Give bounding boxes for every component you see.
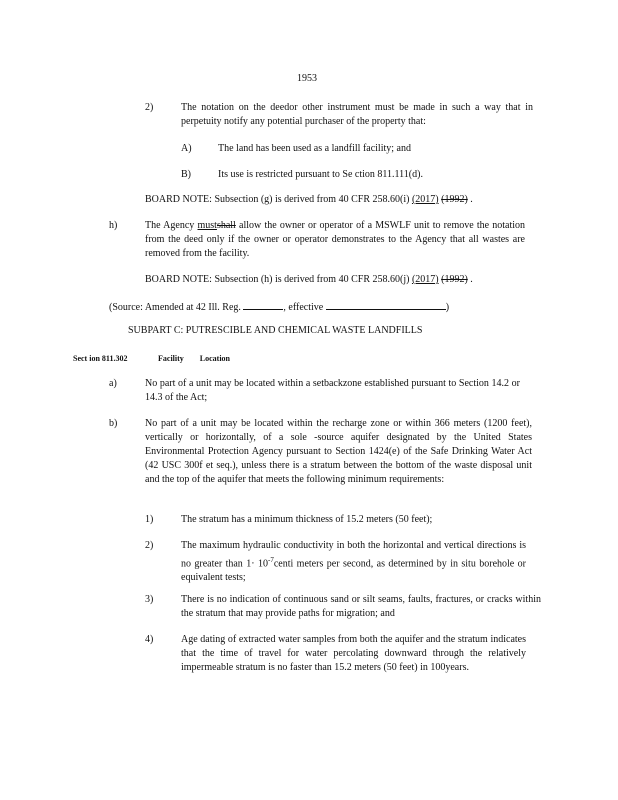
section-number: Sect ion 811.302 [73, 354, 128, 363]
req-1-label: 1) [145, 514, 154, 525]
req-1-text: The stratum has a minimum thickness of 15.2 meters (50 feet); [181, 514, 433, 525]
board-note-g-suffix: . [470, 194, 473, 205]
req-2-exponent: -7 [267, 556, 274, 564]
item-h-text [145, 219, 525, 261]
board-note-h-suffix: . [470, 274, 473, 285]
board-note-h-prefix: BOARD NOTE: Subsection (h) is derived from 40 CFR 258.60(j) [145, 274, 410, 285]
item-2-label: 2) [145, 102, 154, 113]
section-title: Facility Location [158, 354, 230, 363]
item-h-after: allow the owner or operator of a MSWLF unit to remove the notation from the deed only if the owner or operator demonstrates to the Agency that all wastes are removed from the facility. [145, 220, 526, 259]
item-B-text: Its use is restricted pursuant to Se ction 811.111(d). [218, 169, 423, 180]
item-B-label: B) [181, 169, 191, 180]
item-h-before: The Agency [145, 220, 195, 231]
item-a-label: a) [109, 378, 117, 389]
req-3-label: 3) [145, 594, 154, 605]
source-line [109, 299, 449, 315]
board-note-h-inserted: (2017) [411, 274, 439, 285]
board-note-g-inserted: (2017) [411, 194, 439, 205]
page-number: 1953 [297, 73, 317, 84]
source-effective-blank [326, 299, 446, 310]
req-3-text: There is no indication of continuous sand or silt seams, faults, fractures, or cracks within the stratum that may provide paths for migration; and [181, 594, 541, 619]
board-note-h-deleted: (1992) [441, 274, 468, 285]
source-prefix: (Source: Amended at 42 Ill. Reg. [109, 302, 241, 313]
req-2-after: centi meters per second, as determined by in situ borehole or equivalent tests; [181, 558, 526, 584]
req-2-text [181, 539, 526, 585]
req-2-label: 2) [145, 540, 154, 551]
subpart-heading: SUBPART C: PUTRESCIBLE AND CHEMICAL WASTE LANDFILLS [128, 325, 423, 336]
item-a-text: No part of a unit may be located within a setbackzone established pursuant to Section 14.2 or 14.3 of the Act; [145, 378, 520, 403]
item-2-text: The notation on the deedor other instrument must be made in such a way that in perpetuity notify any potential purchaser of the property that: [181, 102, 533, 127]
req-4-text: Age dating of extracted water samples from both the aquifer and the stratum indicates that the time of travel for water percolating downward through the relatively impermeable stratum is no faster than 15.2 meters (50 feet) in 100years. [181, 634, 526, 673]
req-4-label: 4) [145, 634, 154, 645]
item-h-inserted: must [197, 220, 217, 231]
item-A-label: A) [181, 143, 192, 154]
board-note-g [145, 193, 473, 207]
source-mid: , effective [283, 302, 324, 313]
board-note-g-prefix: BOARD NOTE: Subsection (g) is derived from 40 CFR 258.60(i) [145, 194, 410, 205]
item-b-text: No part of a unit may be located within the recharge zone or within 366 meters (1200 feet), vertically or horizontally, of a sole -source aquifer designated by the United States Environmental Protection Agency pursuant to Section 1424(e) of the Safe Drinking Water Act (42 USC 300f et seq.), unless there is a stratum between the bottom of the waste disposal unit and the top of the aquifer that meets the following minimum requirements: [145, 418, 532, 485]
source-register-blank [243, 299, 283, 310]
source-suffix: ) [445, 302, 450, 313]
item-h-label: h) [109, 220, 118, 231]
board-note-h [145, 273, 473, 287]
item-h-deleted: shall [216, 220, 236, 231]
board-note-g-deleted: (1992) [441, 194, 468, 205]
req-2-before: The maximum hydraulic conductivity in both the horizontal and vertical directions is no greater than 1· 10 [181, 540, 526, 570]
item-A-text: The land has been used as a landfill facility; and [218, 143, 411, 154]
item-b-label: b) [109, 418, 118, 429]
